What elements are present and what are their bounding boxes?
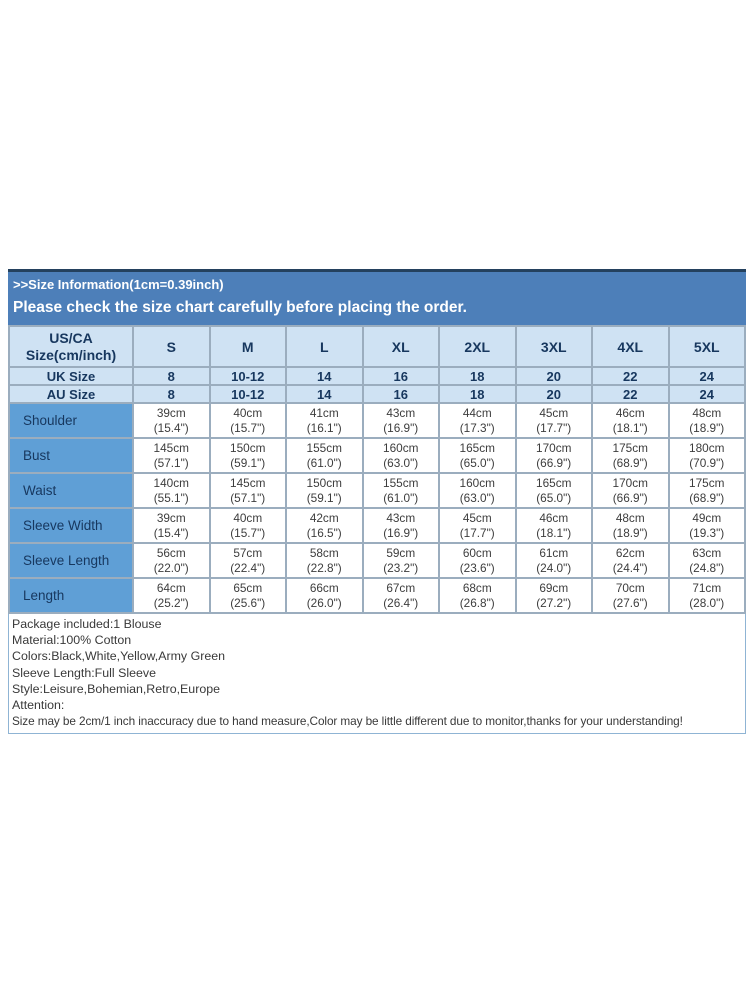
measurement-value-cell [592, 473, 669, 508]
size-column-header: 4XL [592, 326, 669, 367]
inch-value: (27.2") [536, 595, 572, 610]
measurement-value-cell [363, 543, 440, 578]
measurement-value-cell [592, 508, 669, 543]
measurement-value-cell [286, 403, 363, 438]
inch-value: (15.7") [230, 420, 266, 435]
inch-value: (63.0") [459, 490, 495, 505]
au-size-label-cell: AU Size [9, 385, 133, 403]
intl-size-cell: 18 [439, 385, 516, 403]
inch-value: (25.2") [153, 595, 189, 610]
measurement-row [9, 473, 745, 508]
size-column-header: 2XL [439, 326, 516, 367]
measurement-value-cell [210, 403, 287, 438]
cm-value: 160cm [459, 476, 495, 490]
measurement-row [9, 438, 745, 473]
inch-value: (66.9") [612, 490, 648, 505]
inch-value: (57.1") [230, 490, 266, 505]
inch-value: (61.0") [306, 455, 342, 470]
inch-value: (26.8") [459, 595, 495, 610]
cm-value: 145cm [153, 441, 189, 455]
cm-value: 61cm [539, 546, 569, 560]
measurement-label-cell: Bust [9, 438, 133, 473]
measurement-value-cell [516, 438, 593, 473]
cm-value: 150cm [306, 476, 342, 490]
measurement-row [9, 578, 745, 613]
inch-value: (19.3") [689, 525, 725, 540]
cm-value: 39cm [156, 511, 186, 525]
measurement-value-cell [439, 403, 516, 438]
size-table-head-row [9, 326, 745, 367]
size-table-head [9, 326, 745, 403]
cm-value: 43cm [386, 406, 416, 420]
inch-value: (26.0") [306, 595, 342, 610]
intl-size-cell: 8 [133, 367, 210, 385]
cm-value: 63cm [692, 546, 722, 560]
size-column-header: XL [363, 326, 440, 367]
cm-value: 57cm [233, 546, 263, 560]
cm-value: 58cm [309, 546, 339, 560]
measurement-value-cell [669, 403, 746, 438]
measurement-value-cell [363, 403, 440, 438]
info-line: Material:100% Cotton [12, 633, 132, 648]
cm-value: 41cm [309, 406, 339, 420]
cm-value: 48cm [615, 511, 645, 525]
measurement-label-cell: Shoulder [9, 403, 133, 438]
inch-value: (70.9") [689, 455, 725, 470]
cm-value: 60cm [462, 546, 492, 560]
cm-value: 170cm [612, 476, 648, 490]
measurement-value-cell [592, 543, 669, 578]
intl-size-cell: 14 [286, 367, 363, 385]
measurement-value-cell [592, 578, 669, 613]
inch-value: (17.7") [536, 420, 572, 435]
inch-value: (55.1") [153, 490, 189, 505]
inch-value: (65.0") [536, 490, 572, 505]
inch-value: (15.7") [230, 525, 266, 540]
measurement-value-cell [133, 438, 210, 473]
inch-value: (59.1") [306, 490, 342, 505]
inch-value: (18.9") [612, 525, 648, 540]
cm-value: 59cm [386, 546, 416, 560]
cm-value: 46cm [615, 406, 645, 420]
cm-value: 155cm [383, 476, 419, 490]
measurement-value-cell [133, 508, 210, 543]
measurement-value-cell [363, 578, 440, 613]
inch-value: (15.4") [153, 525, 189, 540]
cm-value: 42cm [309, 511, 339, 525]
intl-size-cell: 10-12 [210, 367, 287, 385]
inch-value: (16.5") [306, 525, 342, 540]
cm-value: 69cm [539, 581, 569, 595]
cm-value: 45cm [539, 406, 569, 420]
cm-value: 40cm [233, 406, 263, 420]
size-column-header: S [133, 326, 210, 367]
measurement-label-cell: Waist [9, 473, 133, 508]
cm-value: 44cm [462, 406, 492, 420]
measurement-value-cell [363, 508, 440, 543]
product-info [8, 614, 746, 734]
intl-size-cell: 14 [286, 385, 363, 403]
uk-size-row [9, 367, 745, 385]
inch-value: (18.1") [612, 420, 648, 435]
inch-value: (59.1") [230, 455, 266, 470]
intl-size-cell: 18 [439, 367, 516, 385]
measurement-label-cell: Length [9, 578, 133, 613]
size-column-header: 3XL [516, 326, 593, 367]
measurement-value-cell [669, 508, 746, 543]
measurement-value-cell [516, 508, 593, 543]
measurement-value-cell [516, 403, 593, 438]
cm-value: 175cm [689, 476, 725, 490]
intl-size-cell: 24 [669, 367, 746, 385]
cm-value: 39cm [156, 406, 186, 420]
inch-value: (61.0") [383, 490, 419, 505]
banner [8, 269, 746, 325]
measurement-value-cell [133, 543, 210, 578]
measurement-value-cell [363, 438, 440, 473]
size-column-header: 5XL [669, 326, 746, 367]
cm-value: 145cm [230, 476, 266, 490]
cm-value: 160cm [383, 441, 419, 455]
cm-value: 46cm [539, 511, 569, 525]
info-line: Size may be 2cm/1 inch inaccuracy due to hand measure,Color may be little different due to monitor,thanks for your understanding! [12, 714, 683, 729]
inch-value: (23.6") [459, 560, 495, 575]
intl-size-cell: 24 [669, 385, 746, 403]
inch-value: (68.9") [612, 455, 648, 470]
inch-value: (24.4") [612, 560, 648, 575]
intl-size-cell: 16 [363, 385, 440, 403]
inch-value: (68.9") [689, 490, 725, 505]
measurement-value-cell [133, 578, 210, 613]
inch-value: (15.4") [153, 420, 189, 435]
measurement-value-cell [669, 438, 746, 473]
corner-line2: Size(cm/inch) [25, 346, 117, 363]
intl-size-cell: 16 [363, 367, 440, 385]
info-line: Sleeve Length:Full Sleeve [12, 665, 156, 680]
cm-value: 65cm [233, 581, 263, 595]
cm-value: 56cm [156, 546, 186, 560]
info-line: Style:Leisure,Bohemian,Retro,Europe [12, 681, 221, 696]
inch-value: (22.8") [306, 560, 342, 575]
cm-value: 155cm [306, 441, 342, 455]
measurement-value-cell [210, 578, 287, 613]
inch-value: (65.0") [459, 455, 495, 470]
cm-value: 165cm [459, 441, 495, 455]
inch-value: (16.9") [383, 420, 419, 435]
corner-header-cell [9, 326, 133, 367]
cm-value: 70cm [615, 581, 645, 595]
inch-value: (17.3") [459, 420, 495, 435]
cm-value: 165cm [536, 476, 572, 490]
inch-value: (27.6") [612, 595, 648, 610]
intl-size-cell: 20 [516, 367, 593, 385]
banner-title: >>Size Information(1cm=0.39inch) [13, 277, 224, 292]
measurement-value-cell [286, 508, 363, 543]
measurement-value-cell [516, 473, 593, 508]
cm-value: 71cm [692, 581, 722, 595]
inch-value: (24.0") [536, 560, 572, 575]
measurement-value-cell [210, 473, 287, 508]
measurement-value-cell [286, 473, 363, 508]
inch-value: (25.6") [230, 595, 266, 610]
measurement-value-cell [592, 438, 669, 473]
measurement-value-cell [286, 578, 363, 613]
measurement-label-cell: Sleeve Width [9, 508, 133, 543]
measurement-value-cell [439, 473, 516, 508]
measurement-value-cell [592, 403, 669, 438]
inch-value: (18.1") [536, 525, 572, 540]
cm-value: 66cm [309, 581, 339, 595]
measurement-value-cell [210, 438, 287, 473]
intl-size-cell: 22 [592, 367, 669, 385]
cm-value: 140cm [153, 476, 189, 490]
inch-value: (16.9") [383, 525, 419, 540]
cm-value: 175cm [612, 441, 648, 455]
cm-value: 49cm [692, 511, 722, 525]
size-column-header: L [286, 326, 363, 367]
au-size-row [9, 385, 745, 403]
inch-value: (22.0") [153, 560, 189, 575]
inch-value: (28.0") [689, 595, 725, 610]
cm-value: 67cm [386, 581, 416, 595]
measurement-value-cell [286, 543, 363, 578]
measurement-value-cell [516, 578, 593, 613]
measurement-value-cell [439, 578, 516, 613]
measurement-value-cell [286, 438, 363, 473]
size-table-body [9, 403, 745, 613]
measurement-row [9, 508, 745, 543]
measurement-value-cell [133, 403, 210, 438]
cm-value: 48cm [692, 406, 722, 420]
measurement-value-cell [669, 578, 746, 613]
inch-value: (63.0") [383, 455, 419, 470]
measurement-value-cell [439, 543, 516, 578]
inch-value: (22.4") [230, 560, 266, 575]
inch-value: (17.7") [459, 525, 495, 540]
measurement-value-cell [210, 543, 287, 578]
measurement-value-cell [363, 473, 440, 508]
cm-value: 170cm [536, 441, 572, 455]
measurement-value-cell [439, 508, 516, 543]
inch-value: (26.4") [383, 595, 419, 610]
intl-size-cell: 10-12 [210, 385, 287, 403]
inch-value: (24.8") [689, 560, 725, 575]
inch-value: (16.1") [306, 420, 342, 435]
measurement-value-cell [669, 473, 746, 508]
intl-size-cell: 22 [592, 385, 669, 403]
measurement-value-cell [669, 543, 746, 578]
size-table [8, 325, 746, 614]
cm-value: 68cm [462, 581, 492, 595]
corner-line1: US/CA [49, 329, 93, 346]
measurement-value-cell [516, 543, 593, 578]
measurement-row [9, 403, 745, 438]
measurement-value-cell [133, 473, 210, 508]
banner-subtitle: Please check the size chart carefully before placing the order. [13, 299, 467, 316]
cm-value: 40cm [233, 511, 263, 525]
inch-value: (57.1") [153, 455, 189, 470]
measurement-label-cell: Sleeve Length [9, 543, 133, 578]
info-line: Colors:Black,White,Yellow,Army Green [12, 649, 226, 664]
info-line: Attention: [12, 698, 65, 713]
cm-value: 43cm [386, 511, 416, 525]
inch-value: (66.9") [536, 455, 572, 470]
cm-value: 150cm [230, 441, 266, 455]
cm-value: 64cm [156, 581, 186, 595]
cm-value: 180cm [689, 441, 725, 455]
measurement-value-cell [439, 438, 516, 473]
inch-value: (23.2") [383, 560, 419, 575]
measurement-row [9, 543, 745, 578]
intl-size-cell: 20 [516, 385, 593, 403]
cm-value: 62cm [615, 546, 645, 560]
uk-size-label-cell: UK Size [9, 367, 133, 385]
info-line: Package included:1 Blouse [12, 617, 162, 631]
intl-size-cell: 8 [133, 385, 210, 403]
size-information-sheet [8, 269, 746, 734]
cm-value: 45cm [462, 511, 492, 525]
size-column-header: M [210, 326, 287, 367]
inch-value: (18.9") [689, 420, 725, 435]
measurement-value-cell [210, 508, 287, 543]
